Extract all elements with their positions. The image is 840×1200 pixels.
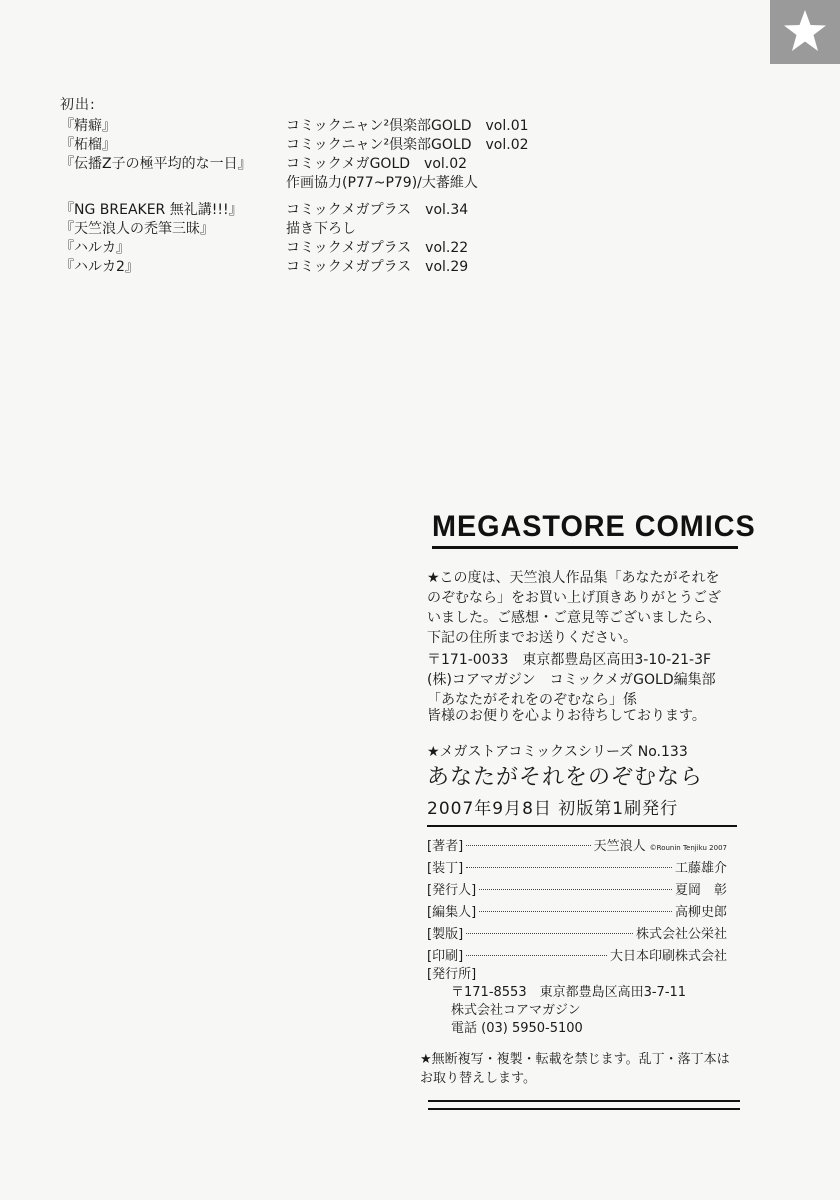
credit-role: [発行人] <box>427 883 477 898</box>
source-row <box>60 201 469 220</box>
source-row <box>60 174 478 193</box>
leader-dots <box>466 867 672 868</box>
source-title: 『柘榴』 <box>60 137 116 153</box>
source-title: 『精癖』 <box>60 118 116 134</box>
leader-dots <box>466 933 633 934</box>
credit-row <box>427 836 727 858</box>
star-icon <box>782 8 828 54</box>
credit-name: 天竺浪人 <box>593 839 646 854</box>
source-magazine <box>286 155 467 174</box>
source-volume: vol.22 <box>425 240 469 256</box>
leader-dots <box>466 955 607 956</box>
source-title: 『ハルカ』 <box>60 240 130 256</box>
source-row <box>60 258 469 277</box>
publisher-block <box>427 966 686 1038</box>
source-volume: vol.01 <box>485 118 529 134</box>
megastore-comics-logo: MEGASTORE COMICS <box>432 510 756 543</box>
source-magazine <box>286 258 468 277</box>
credit-name: 夏岡 彰 <box>674 883 727 898</box>
source-volume: vol.34 <box>425 202 469 218</box>
credit-name: 株式会社公栄社 <box>635 927 727 942</box>
copy-notice: ★無断複写・複製・転載を禁じます。乱丁・落丁本はお取り替えします。 <box>420 1052 730 1086</box>
publisher-label: [発行所] <box>427 967 477 982</box>
source-title: 『天竺浪人の禿筆三昧』 <box>60 221 214 237</box>
edition-date: 2007年9月8日 初版第1刷発行 <box>427 799 679 819</box>
source-gap <box>60 193 96 201</box>
source-magazine <box>286 117 529 136</box>
credit-row <box>427 902 727 924</box>
corner-star-box <box>770 0 840 64</box>
first-appearance-list <box>60 94 529 277</box>
logo-underline <box>432 546 738 549</box>
source-row <box>60 239 469 258</box>
source-magazine <box>286 201 468 220</box>
credit-role: [印刷] <box>427 949 464 964</box>
credit-role: [製版] <box>427 927 464 942</box>
source-magazine <box>286 174 492 193</box>
publisher-postal: 〒171-8553 東京都豊島区高田3-7-11 <box>451 985 687 1000</box>
source-volume: vol.02 <box>424 156 468 172</box>
source-magazine <box>286 239 468 258</box>
credit-row <box>427 880 727 902</box>
bottom-rule <box>428 1100 740 1102</box>
source-magazine-name: コミックメガGOLD <box>286 156 411 172</box>
credit-row <box>427 946 727 968</box>
publisher-company: 株式会社コアマガジン <box>451 1003 581 1018</box>
book-title: あなたがそれをのぞむなら <box>427 765 704 790</box>
bottom-rule <box>428 1108 740 1110</box>
source-magazine-name: コミックメガプラス <box>286 240 412 256</box>
source-title: 『伝播Z子の極平均的な一日』 <box>60 156 252 172</box>
source-magazine-name: コミックメガプラス <box>286 259 412 275</box>
source-volume: vol.02 <box>485 137 529 153</box>
credit-name: 大日本印刷株式会社 <box>609 949 727 964</box>
source-magazine-name: コミックニャン²倶楽部GOLD <box>286 137 472 153</box>
leader-dots <box>479 889 672 890</box>
source-row <box>60 155 468 174</box>
mailing-address <box>427 650 737 710</box>
mailing-editorial-line: (株)コアマガジン コミックメガGOLD編集部「あなたがそれをのぞむなら」係 <box>427 672 716 708</box>
copyright-note: ©Rounin Tenjiku 2007 <box>649 844 727 852</box>
series-line: ★メガストアコミックスシリーズ No.133 <box>427 744 688 760</box>
source-title: 『ハルカ2』 <box>60 259 139 275</box>
credit-role: [編集人] <box>427 905 477 920</box>
source-row <box>60 136 529 155</box>
credit-row <box>427 924 727 946</box>
thanks-line: 皆様のお便りを心よりお待ちしております。 <box>427 708 706 724</box>
credit-row <box>427 858 727 880</box>
leader-dots <box>466 845 590 846</box>
credit-name: 工藤雄介 <box>674 861 727 876</box>
reader-message: ★この度は、天竺浪人作品集「あなたがそれをのぞむなら」をお買い上げ頂きありがとうございました。ご感想・ご意見等ございましたら、下記の住所までお送りください。 <box>427 570 721 646</box>
source-title: 『NG BREAKER 無礼講!!!』 <box>60 202 243 218</box>
source-magazine <box>286 220 370 239</box>
source-row <box>60 117 529 136</box>
source-magazine-name: 作画協力(P77~P79)/大蕃維人 <box>286 175 478 191</box>
source-magazine-name: 描き下ろし <box>286 221 356 237</box>
source-row <box>60 220 356 239</box>
credit-role: [装丁] <box>427 861 464 876</box>
credits-rule <box>427 825 737 827</box>
credits-list <box>427 836 727 968</box>
publisher-phone: 電話 (03) 5950-5100 <box>451 1021 583 1036</box>
credit-role: [著者] <box>427 839 464 854</box>
credit-name: 高柳史郎 <box>674 905 727 920</box>
source-volume: vol.29 <box>425 259 469 275</box>
source-magazine <box>286 136 529 155</box>
first-appearance-heading: 初出: <box>60 97 96 113</box>
source-magazine-name: コミックニャン²倶楽部GOLD <box>286 118 472 134</box>
leader-dots <box>479 911 672 912</box>
source-magazine-name: コミックメガプラス <box>286 202 412 218</box>
mailing-postal-line: 〒171-0033 東京都豊島区高田3-10-21-3F <box>427 652 712 668</box>
